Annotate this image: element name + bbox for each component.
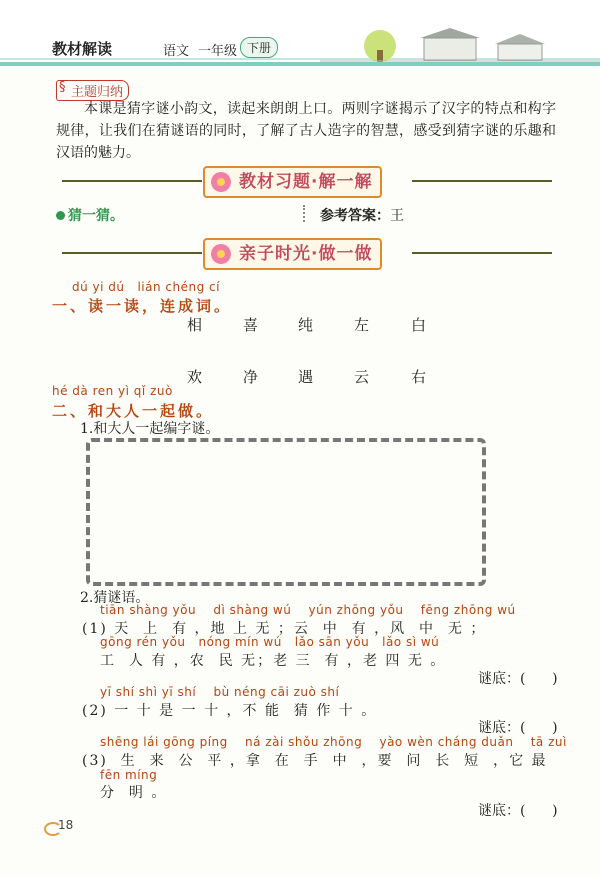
summary-paragraph: 本课是猜字谜小韵文，读起来朗朗上口。两则字谜揭示了汉字的特点和构字规律，让我们在猜谜语的同时，了解了古人造字的智慧，感受到猜字谜的乐趣和汉语的魅力。 bbox=[56, 101, 556, 161]
guess-label bbox=[56, 205, 124, 225]
flower-icon bbox=[211, 244, 231, 264]
section-rule-right bbox=[412, 180, 552, 182]
word-1-2: 喜 bbox=[243, 316, 259, 334]
answer-value: 王 bbox=[390, 208, 404, 224]
riddle3-answer[interactable]: 谜底：( ) bbox=[478, 803, 558, 819]
subject-label: 语文 bbox=[163, 44, 190, 59]
word-2-4: 云 bbox=[354, 368, 370, 386]
q2-pinyin: hé dà ren yì qǐ zuò bbox=[52, 384, 173, 398]
word-2-1: 欢 bbox=[187, 368, 203, 386]
textbook-exercise-title: 教材习题·解一解 bbox=[239, 172, 373, 192]
page-number: 18 bbox=[58, 818, 74, 832]
answer-label: 参考答案： bbox=[320, 208, 390, 224]
q1-title: 一、读一读，连成词。 bbox=[52, 297, 233, 315]
word-1-4: 左 bbox=[354, 316, 370, 334]
summary-label: § 主题归纳 bbox=[56, 80, 129, 101]
riddle1-line-2: 工 人 有 ，农 民 无；老 三 有 ，老 四 无 。 bbox=[100, 653, 447, 669]
book-title: 教材解读 bbox=[52, 40, 113, 58]
grade-label: 一年级 bbox=[198, 44, 238, 59]
riddle1-line-1: (1) 天 上 有 ，地 上 无 ；云 中 有 ，风 中 无 ； bbox=[82, 621, 487, 637]
section-rule-right-2 bbox=[412, 252, 552, 254]
word-2-2: 净 bbox=[243, 368, 259, 386]
riddle3-line-1: (3) 生 来 公 平 ，拿 在 手 中 ，要 问 长 短 ，它 最 bbox=[82, 753, 548, 769]
riddle1-answer[interactable]: 谜底：( ) bbox=[478, 671, 558, 687]
q2-sub1: 1.和大人一起编字谜。 bbox=[80, 421, 220, 437]
flower-icon bbox=[211, 172, 231, 192]
word-1-5: 白 bbox=[411, 316, 427, 334]
riddle3-line-2: 分 明 。 bbox=[100, 785, 168, 801]
parent-child-banner bbox=[203, 238, 382, 270]
parent-child-title: 亲子时光·做一做 bbox=[239, 244, 373, 264]
word-1-3: 纯 bbox=[298, 316, 314, 334]
section-rule-left bbox=[62, 180, 202, 182]
riddle3-pinyin-1: shēng lái gōng píng ná zài shǒu zhōng yào wèn cháng duǎn tā zuì bbox=[100, 735, 567, 749]
riddle-writing-box[interactable] bbox=[86, 438, 486, 586]
reference-answer bbox=[320, 205, 404, 225]
textbook-exercise-banner bbox=[203, 166, 382, 198]
riddle2-pinyin: yī shí shì yī shí bù néng cāi zuò shí bbox=[100, 685, 340, 699]
q2-sub2: 2.猜谜语。 bbox=[80, 590, 150, 606]
section-rule-left-2 bbox=[62, 252, 202, 254]
guess-text: 猜一猜。 bbox=[68, 208, 124, 224]
riddle3-pinyin-2: fēn míng bbox=[100, 768, 158, 782]
volume-badge: 下册 bbox=[240, 37, 278, 58]
riddle1-pinyin-1: tiān shàng yǒu dì shàng wú yún zhōng yǒu fēng zhōng wú bbox=[100, 603, 516, 617]
word-1-1: 相 bbox=[187, 316, 203, 334]
dotted-separator bbox=[303, 205, 305, 222]
riddle1-pinyin-2: gōng rén yǒu nóng mín wú lǎo sān yǒu lǎo sì wú bbox=[100, 635, 440, 649]
bullet-icon bbox=[56, 211, 65, 220]
word-2-3: 遇 bbox=[298, 368, 314, 386]
riddle2-line: (2) 一 十 是 一 十 ，不 能 猜 作 十 。 bbox=[82, 703, 378, 719]
q2-title: 二、和大人一起做。 bbox=[52, 402, 215, 420]
q1-pinyin: dú yi dú lián chéng cí bbox=[72, 280, 220, 294]
word-2-5: 右 bbox=[411, 368, 427, 386]
header-scenery-illustration bbox=[320, 24, 600, 64]
riddle2-answer[interactable]: 谜底：( ) bbox=[478, 720, 558, 736]
